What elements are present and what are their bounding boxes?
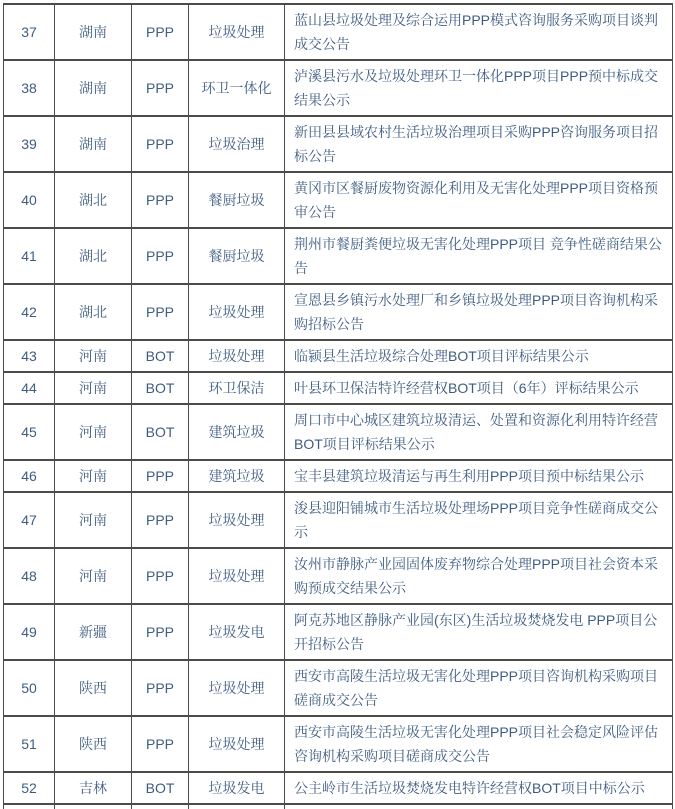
cell-announcement-title: 西安市高陵生活垃圾无害化处理PPP项目社会稳定风险评估咨询机构采购项目磋商成交公告 xyxy=(285,716,673,772)
cell-category: 建筑垃圾 xyxy=(189,460,285,492)
cell-index: 42 xyxy=(4,284,55,340)
table-row xyxy=(4,172,673,228)
cell-project-type: PPP xyxy=(132,660,189,716)
cell-announcement-title: 阿克苏地区静脉产业园(东区)生活垃圾焚烧发电 PPP项目公开招标公告 xyxy=(285,604,673,660)
cell-category: 垃圾处理 xyxy=(189,340,285,372)
cell-project-type: PPP xyxy=(132,716,189,772)
cell-province: 湖南 xyxy=(55,116,132,172)
cell-index: 49 xyxy=(4,604,55,660)
cell-announcement-title: 黄冈市区餐厨废物资源化利用及无害化处理PPP项目资格预审公告 xyxy=(285,172,673,228)
cell-project-type: PPP xyxy=(132,548,189,604)
cell-category: 垃圾处理 xyxy=(189,284,285,340)
cell-announcement-title: 浚县迎阳铺城市生活垃圾处理场PPP项目竞争性磋商成交公示 xyxy=(285,492,673,548)
cell-province: 新疆 xyxy=(55,604,132,660)
table-row xyxy=(4,660,673,716)
cell-category: 垃圾发电 xyxy=(189,772,285,804)
cell-index: 41 xyxy=(4,228,55,284)
partial-cell xyxy=(4,804,55,809)
table-row xyxy=(4,460,673,492)
cell-announcement-title: 汝州市静脉产业园固体废弃物综合处理PPP项目社会资本采购预成交结果公示 xyxy=(285,548,673,604)
cell-province: 湖南 xyxy=(55,60,132,116)
cell-project-type: BOT xyxy=(132,372,189,404)
table-row xyxy=(4,548,673,604)
cell-category: 垃圾处理 xyxy=(189,548,285,604)
cell-project-type: PPP xyxy=(132,116,189,172)
partial-next-row xyxy=(4,804,673,809)
cell-announcement-title: 新田县县域农村生活垃圾治理项目采购PPP咨询服务项目招标公告 xyxy=(285,116,673,172)
table-row xyxy=(4,228,673,284)
cell-project-type: PPP xyxy=(132,460,189,492)
table-row xyxy=(4,60,673,116)
cell-province: 河南 xyxy=(55,372,132,404)
table-row xyxy=(4,404,673,460)
table-row xyxy=(4,772,673,804)
table-row xyxy=(4,284,673,340)
cell-index: 52 xyxy=(4,772,55,804)
cell-category: 垃圾处理 xyxy=(189,4,285,60)
table-row xyxy=(4,716,673,772)
cell-index: 47 xyxy=(4,492,55,548)
cell-project-type: PPP xyxy=(132,172,189,228)
table-body xyxy=(4,4,673,809)
cell-index: 51 xyxy=(4,716,55,772)
cell-project-type: PPP xyxy=(132,60,189,116)
cell-province: 湖南 xyxy=(55,4,132,60)
cell-project-type: BOT xyxy=(132,772,189,804)
cell-category: 垃圾发电 xyxy=(189,604,285,660)
cell-province: 河南 xyxy=(55,492,132,548)
table-row xyxy=(4,492,673,548)
cell-index: 50 xyxy=(4,660,55,716)
cell-announcement-title: 泸溪县污水及垃圾处理环卫一体化PPP项目PPP预中标成交结果公示 xyxy=(285,60,673,116)
cell-index: 39 xyxy=(4,116,55,172)
cell-announcement-title: 蓝山县垃圾处理及综合运用PPP模式咨询服务采购项目谈判成交公告 xyxy=(285,4,673,60)
cell-index: 48 xyxy=(4,548,55,604)
cell-category: 餐厨垃圾 xyxy=(189,228,285,284)
project-announcements-table xyxy=(3,3,673,809)
cell-category: 垃圾处理 xyxy=(189,492,285,548)
partial-cell xyxy=(285,804,673,809)
cell-province: 湖北 xyxy=(55,172,132,228)
cell-project-type: BOT xyxy=(132,404,189,460)
cell-announcement-title: 西安市高陵生活垃圾无害化处理PPP项目咨询机构采购项目磋商成交公告 xyxy=(285,660,673,716)
table-row xyxy=(4,604,673,660)
partial-cell xyxy=(189,804,285,809)
table-row xyxy=(4,340,673,372)
cell-province: 湖北 xyxy=(55,284,132,340)
cell-province: 湖北 xyxy=(55,228,132,284)
cell-project-type: PPP xyxy=(132,492,189,548)
cell-province: 河南 xyxy=(55,460,132,492)
cell-province: 陕西 xyxy=(55,660,132,716)
cell-announcement-title: 公主岭市生活垃圾焚烧发电特许经营权BOT项目中标公示 xyxy=(285,772,673,804)
cell-announcement-title: 叶县环卫保洁特许经营权BOT项目（6年）评标结果公示 xyxy=(285,372,673,404)
cell-category: 建筑垃圾 xyxy=(189,404,285,460)
cell-project-type: PPP xyxy=(132,228,189,284)
cell-index: 37 xyxy=(4,4,55,60)
cell-index: 46 xyxy=(4,460,55,492)
cell-index: 43 xyxy=(4,340,55,372)
cell-announcement-title: 宣恩县乡镇污水处理厂和乡镇垃圾处理PPP项目咨询机构采购招标公告 xyxy=(285,284,673,340)
cell-index: 40 xyxy=(4,172,55,228)
partial-cell xyxy=(132,804,189,809)
table-row xyxy=(4,372,673,404)
table-row xyxy=(4,116,673,172)
cell-index: 45 xyxy=(4,404,55,460)
cell-category: 环卫一体化 xyxy=(189,60,285,116)
cell-category: 垃圾处理 xyxy=(189,716,285,772)
cell-category: 餐厨垃圾 xyxy=(189,172,285,228)
table-row xyxy=(4,4,673,60)
cell-province: 河南 xyxy=(55,340,132,372)
cell-announcement-title: 临颍县生活垃圾综合处理BOT项目评标结果公示 xyxy=(285,340,673,372)
cell-index: 44 xyxy=(4,372,55,404)
cell-index: 38 xyxy=(4,60,55,116)
cell-category: 垃圾处理 xyxy=(189,660,285,716)
cell-project-type: PPP xyxy=(132,284,189,340)
cell-province: 吉林 xyxy=(55,772,132,804)
cell-category: 垃圾治理 xyxy=(189,116,285,172)
cell-project-type: BOT xyxy=(132,340,189,372)
cell-announcement-title: 周口市中心城区建筑垃圾清运、处置和资源化利用特许经营BOT项目评标结果公示 xyxy=(285,404,673,460)
cell-project-type: PPP xyxy=(132,4,189,60)
cell-province: 河南 xyxy=(55,404,132,460)
cell-project-type: PPP xyxy=(132,604,189,660)
cell-province: 陕西 xyxy=(55,716,132,772)
cell-announcement-title: 荆州市餐厨粪便垃圾无害化处理PPP项目 竞争性磋商结果公告 xyxy=(285,228,673,284)
partial-cell xyxy=(55,804,132,809)
cell-announcement-title: 宝丰县建筑垃圾清运与再生利用PPP项目预中标结果公示 xyxy=(285,460,673,492)
cell-province: 河南 xyxy=(55,548,132,604)
cell-category: 环卫保洁 xyxy=(189,372,285,404)
